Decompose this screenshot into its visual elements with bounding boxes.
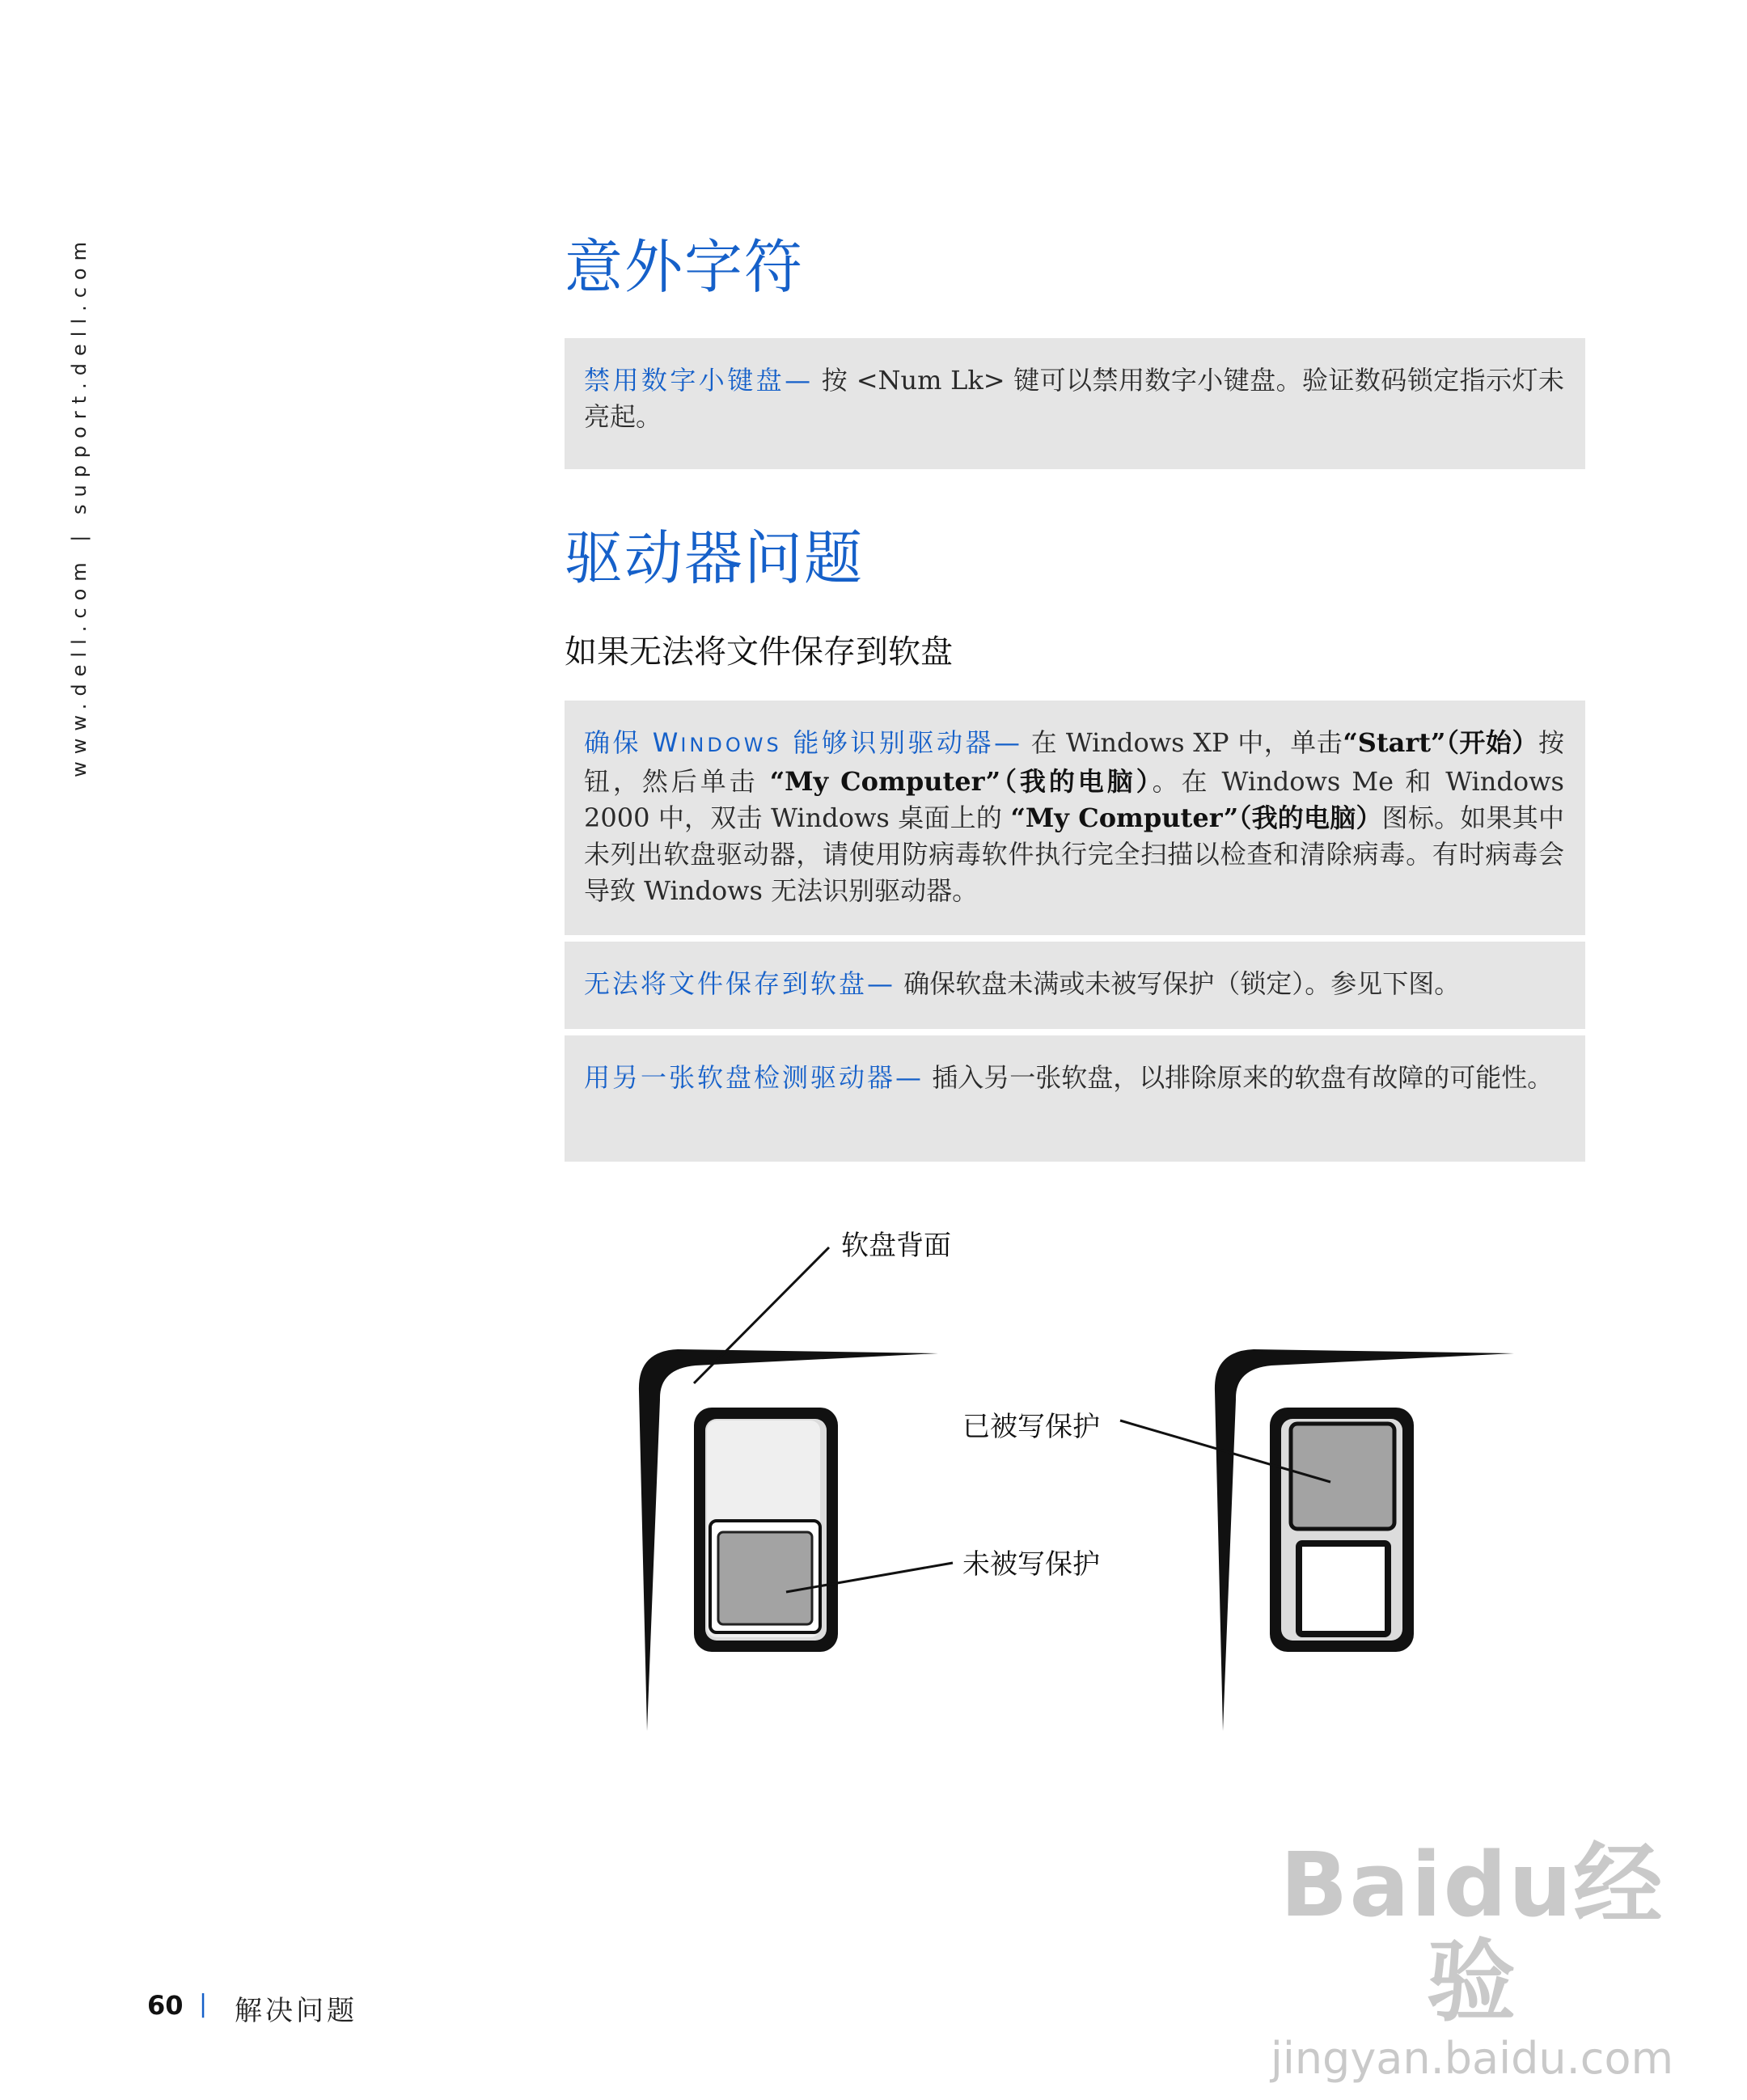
footer-separator: | [199, 1990, 208, 2018]
right-switch-hole [1299, 1543, 1388, 1634]
tip-dash: — [867, 968, 896, 999]
section-title-unexpected-chars: 意外字符 [565, 233, 805, 301]
label-write-protected: 已被写保护 [962, 1411, 1100, 1443]
right-switch-tab [1291, 1424, 1394, 1529]
tip-text: 按 <Num Lk> 键可以禁用数字小键盘。验证数码锁定指示灯未亮起。 [584, 365, 1564, 432]
side-url: www.dell.com | support.dell.com [68, 235, 91, 777]
watermark-logo: Baidu经验 [1280, 1833, 1665, 2034]
ui-label-start: “Start”（开始） [1343, 727, 1538, 758]
baidu-watermark [1246, 1833, 1698, 2087]
subsection-title: 如果无法将文件保存到软盘 [565, 633, 953, 671]
watermark-url: jingyan.baidu.com [1270, 2033, 1674, 2084]
tip-box-windows-recognize: 确保 WINDOWS 能够识别驱动器— 在 Windows XP 中，单击“Start”（开始）按钮，然后单击 “My Computer”（我的电脑）。在 Windows Me 和 Windows 2000 中，双击 Windows 桌面上的 “My Computer”（我的电脑）图标。如果其中未列出软盘驱动器，请使用防病毒软件执行完全扫描以检查和清除病毒。有时病毒会导致 Windows 无法识别驱动器。 [565, 701, 1585, 935]
tip-term: 禁用数字小键盘 [584, 365, 785, 396]
label-not-write-protected: 未被写保护 [962, 1548, 1100, 1581]
footer-chapter-title: 解决问题 [235, 1995, 357, 2027]
tip-dash: — [895, 1062, 924, 1093]
tip-text: 确保软盘未满或未被写保护（锁定）。参见下图。 [895, 968, 1461, 999]
leader-back [694, 1247, 829, 1383]
page-number: 60 [147, 1990, 184, 2021]
tip-term: 用另一张软盘检测驱动器 [584, 1062, 896, 1093]
tip-term: 无法将文件保存到软盘 [584, 968, 868, 999]
ui-label-my-computer-2: “My Computer”（我的电脑） [1010, 802, 1382, 833]
section-title-drive-problems: 驱动器问题 [565, 524, 865, 592]
tip-text: 插入另一张软盘，以排除原来的软盘有故障的可能性。 [924, 1062, 1554, 1093]
tip-dash: — [785, 365, 814, 396]
label-disk-back: 软盘背面 [841, 1230, 951, 1262]
tip-term: 确保 WINDOWS 能够识别驱动器 [584, 727, 994, 758]
left-switch-tab [718, 1532, 812, 1624]
tip-dash: — [993, 727, 1022, 758]
ui-label-my-computer: “My Computer”（我的电脑） [769, 766, 1153, 797]
